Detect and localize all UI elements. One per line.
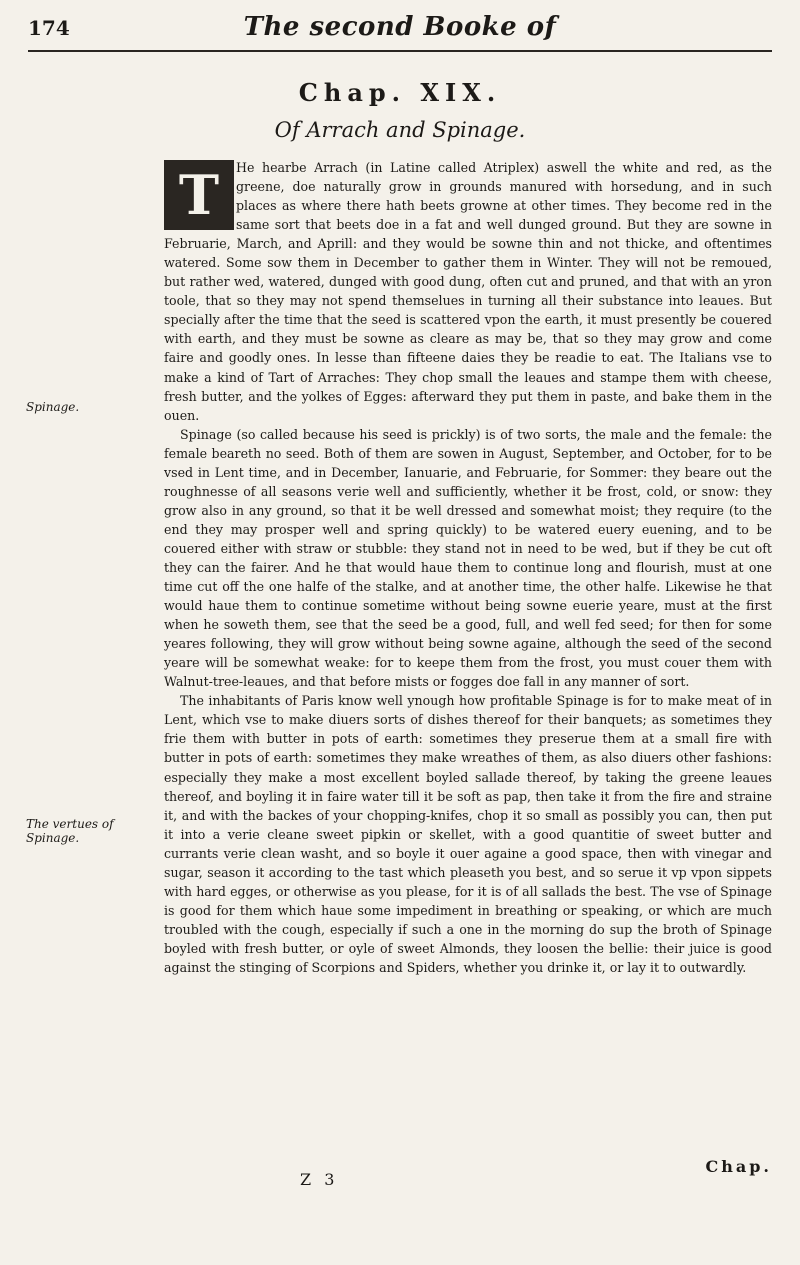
running-title: The second Booke of bbox=[243, 12, 557, 42]
paragraph-spinage: Spinage (so called because his seed is prickly) is of two sorts, the male and the female: the female beareth no seed. Both of them are sowen in August, September, and October, for to be vsed in Lent time, and in December, Ianuarie, and Februarie, for Sommer: they beare out the roughnesse of all seasons verie well and sufficiently, whether it be frost, cold, or snow: they grow also in any ground, so that it be well dressed and somewhat moist; they require (to the end they may prosper well and spring quickly) to be watered euery euening, and to be couered either with straw or stubble: they stand not in need to be wed, but if they be cut oft they can the fairer. And he that would haue them to continue long and flourish, must at one time cut off the one halfe of the stalke, and at another time, the other halfe. Likewise he that would haue them to continue sometime without being sowne euerie yeare, must at the first when he soweth them, see that the seed be a good, full, and well fed seed; for then for some yeares following, they will grow without being sowne againe, although the seed of the second yeare will be somewhat weake: for to keepe them from the frost, you must couer them with Walnut-tree-leaues, and that before mists or fogges doe fall in any manner of sort. bbox=[164, 426, 772, 690]
drop-cap-initial: T bbox=[164, 160, 234, 230]
page-header bbox=[28, 12, 772, 46]
header-rule bbox=[28, 50, 772, 52]
margin-note-vertues: The vertues of Spinage. bbox=[26, 817, 114, 845]
margin-note-spinage: Spinage. bbox=[26, 400, 80, 414]
drop-cap-spacer bbox=[164, 158, 236, 228]
catchword: Chap. bbox=[705, 1157, 772, 1176]
signature-mark: Z 3 bbox=[300, 1170, 339, 1189]
chapter-body bbox=[164, 158, 772, 977]
paragraph-vertues: The inhabitants of Paris know well ynough how profitable Spinage is for to make meat of in Lent, which vse to make diuers sorts of dishes thereof for their banquets; as sometimes they frie them with butter in pots of earth: sometimes they preserue them at a small fire with butter in pots of earth: sometimes they make wreathes of them, as also diuers other fashions: especially they make a most excellent boyled sallade thereof, by taking the greene leaues thereof, and boyling it in faire water till it be soft as pap, then take it from the fire and straine it, and with the backes of your chopping-knifes, chop it so small as possibly you can, then put it into a verie cleane sweet pipkin or skellet, with a good quantitie of sweet butter and currants verie clean washt, and so boyle it ouer againe a good space, then with vinegar and sugar, season it according to the tast which pleaseth you best, and so serue it vp vpon sippets with hard egges, or otherwise as you please, for it is of all sallads the best. The vse of Spinage is good for them which haue some impediment in breathing or speaking, or which are much troubled with the cough, especially if such a one in the morning do sup the broth of Spinage boyled with fresh butter, or oyle of sweet Almonds, they loosen the bellie: their juice is good against the stinging of Scorpions and Spiders, whether you drinke it, or lay it to outwardly. bbox=[164, 693, 772, 975]
page-number: 174 bbox=[28, 16, 70, 40]
chapter-heading: Chap. XIX. bbox=[298, 78, 502, 107]
chapter-subtitle: Of Arrach and Spinage. bbox=[274, 118, 526, 142]
paragraph-arrach: He hearbe Arrach (in Latine called Atriplex) aswell the white and red, as the greene, doe naturally grow in grounds manured with horsedung, and in such places as where there hath beets growne at other times. They become red in the same sort that beets doe in a fat and well dunged ground. But they are sowne in Februarie, March, and Aprill: and they would be sowne thin and not thicke, and oftentimes watered. Some sow them in December to gather them in Winter. They will not be remoued, but rather wed, watered, dunged with good dung, often cut and pruned, and that with an yron toole, that so they may not spend themselues in turning all their substance into leaues. But specially after the time that the seed is scattered vpon the earth, it must presently be couered with earth, and they must be sowne as cleare as may be, that so they may grow and come faire and goodly ones. In lesse than fifteene daies they be readie to eat. The Italians vse to make a kind of Tart of Arraches: They chop small the leaues and stampe them with cheese, fresh butter, and the yolkes of Egges: afterward they put them in paste, and bake them in the ouen. bbox=[164, 160, 772, 423]
